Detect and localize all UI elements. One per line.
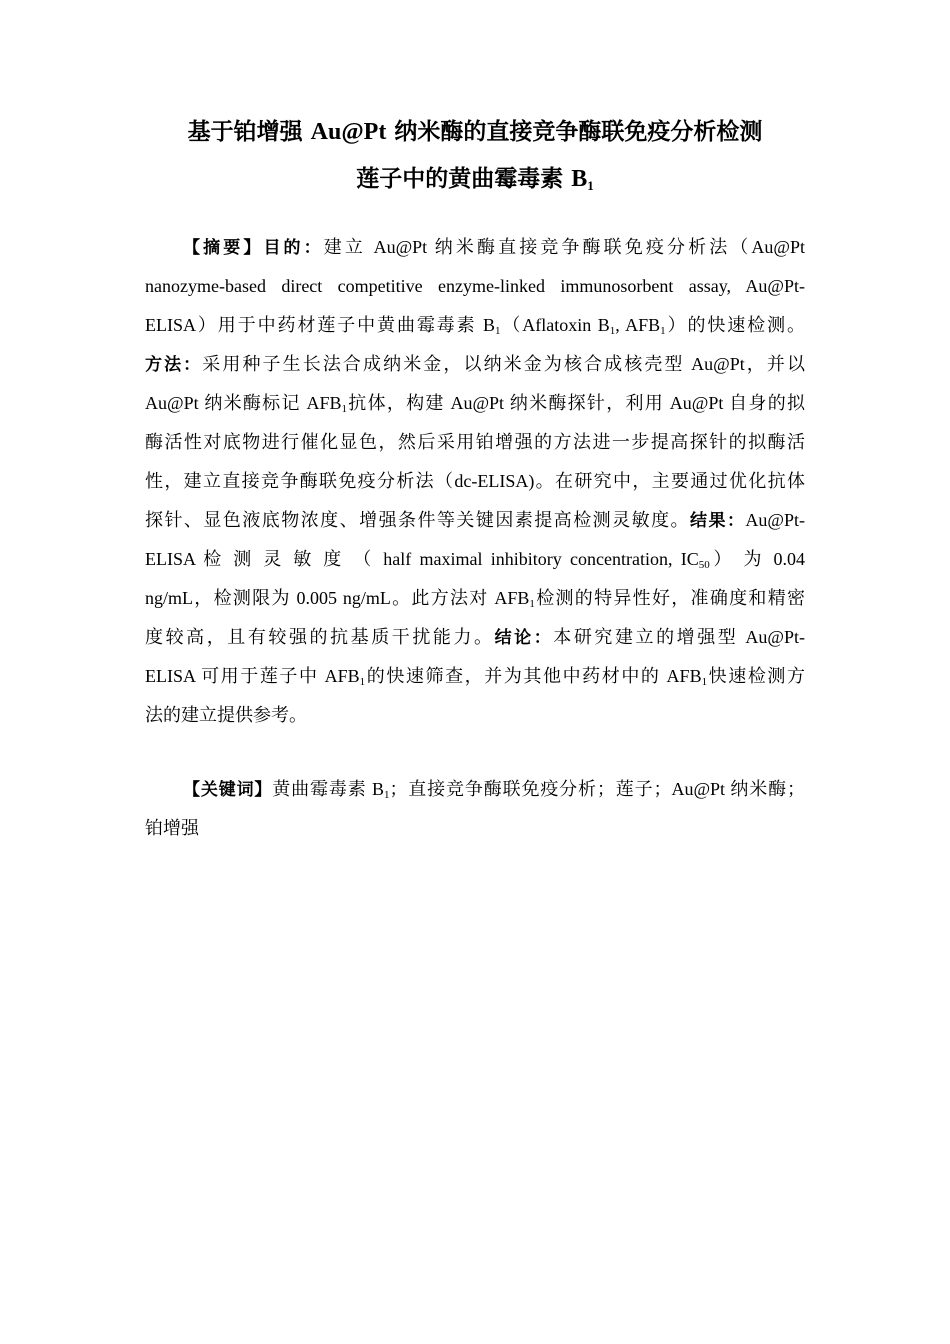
abstract-line	[145, 507, 805, 533]
title-text	[571, 166, 594, 192]
abstract-text: 法的建立提供参考。	[145, 705, 307, 725]
abstract-text: Au@Pt-	[745, 510, 806, 530]
abstract-line	[145, 312, 805, 338]
title-text: Au@Pt	[310, 119, 387, 145]
title-text: 纳米酶的直接竞争酶联免疫分析检测	[394, 119, 763, 145]
abstract-line	[145, 702, 805, 728]
abstract-text: （Aflatoxin B	[500, 315, 610, 335]
keywords-text: ；直接竞争酶联免疫分析；莲子；Au@Pt 纳米酶；	[389, 779, 805, 799]
keywords-label: 【关键词】	[183, 780, 273, 800]
abstract-text: ng/mL，检测限为 0.005 ng/mL。此方法对 AFB	[145, 588, 530, 608]
subscript: 1	[529, 598, 535, 610]
abstract-line	[145, 273, 805, 299]
paper-title-line-1	[100, 117, 850, 147]
abstract-text: 酶活性对底物进行催化显色，然后采用铂增强的方法进一步提高探针的拟酶活	[145, 432, 805, 452]
abstract-line	[145, 468, 805, 494]
abstract-line	[145, 429, 805, 455]
abstract-text: ELISA 可用于莲子中 AFB	[145, 666, 360, 686]
abstract-line	[183, 234, 805, 260]
abstract-text: , AFB	[615, 315, 661, 335]
abstract-text: 抗体，构建 Au@Pt 纳米酶探针，利用 Au@Pt 自身的拟	[347, 393, 805, 413]
abstract-text: 的快速筛查，并为其他中药材中的 AFB	[365, 666, 702, 686]
subscript: 1	[701, 676, 708, 688]
abstract-text: 检测的特异性好，准确度和精密	[534, 588, 806, 608]
abstract-line	[145, 390, 805, 416]
subscript: 50	[698, 559, 710, 571]
abstract-text: ELISA）用于中药材莲子中黄曲霉毒素 B	[145, 315, 495, 335]
keywords-line	[183, 776, 805, 802]
abstract-line	[145, 663, 805, 689]
keywords-text: 铂增强	[145, 818, 199, 838]
abstract-line	[145, 585, 805, 611]
subscript: 1	[359, 676, 366, 688]
abstract-line	[145, 351, 805, 377]
abstract-text: Au@Pt 纳米酶标记 AFB	[145, 393, 342, 413]
abstract-text: nanozyme-based direct competitive enzyme-linked immunosorbent assay, Au@Pt-	[145, 276, 805, 296]
title-text: 莲子中的黄曲霉毒素	[356, 166, 564, 192]
abstract-text: ） 为 0.04	[709, 549, 806, 569]
abstract-text: 本研究建立的增强型 Au@Pt-	[553, 627, 806, 647]
conclusion-label: 结论：	[494, 628, 554, 648]
subscript: 1	[383, 789, 390, 801]
title-text: 基于铂增强	[187, 119, 303, 145]
abstract-text: 建立 Au@Pt 纳米酶直接竞争酶联免疫分析法（Au@Pt	[323, 237, 805, 257]
result-label: 结果：	[690, 511, 746, 531]
abstract-text: 快速检测方	[707, 666, 805, 686]
subscript: 1	[495, 325, 501, 337]
paper-title-line-2	[100, 164, 850, 194]
abstract-text: ELISA 检 测 灵 敏 度 （ half maximal inhibitory concentration, IC	[145, 549, 699, 569]
abstract-label: 【摘要】	[183, 238, 264, 258]
purpose-label: 目的：	[263, 238, 324, 258]
subscript: 1	[341, 403, 348, 415]
abstract-text: 采用种子生长法合成纳米金，以纳米金为核合成核壳型 Au@Pt，并以	[202, 354, 805, 374]
subscript: 1	[609, 325, 616, 337]
abstract-line	[145, 546, 805, 572]
abstract-text: 探针、显色液底物浓度、增强条件等关键因素提高检测灵敏度。	[145, 510, 691, 530]
abstract-text: ）的快速检测。	[665, 315, 805, 335]
abstract-text: 度较高，且有较强的抗基质干扰能力。	[145, 627, 495, 647]
subscript: 1	[587, 178, 594, 193]
method-label: 方法：	[145, 355, 203, 375]
abstract-line	[145, 624, 805, 650]
title-text: B	[571, 166, 588, 192]
keywords-line	[145, 815, 805, 841]
keywords-text: 黄曲霉毒素 B	[272, 779, 384, 799]
abstract-text: 性，建立直接竞争酶联免疫分析法（dc-ELISA)。在研究中，主要通过优化抗体	[145, 471, 805, 491]
subscript: 1	[660, 325, 666, 337]
